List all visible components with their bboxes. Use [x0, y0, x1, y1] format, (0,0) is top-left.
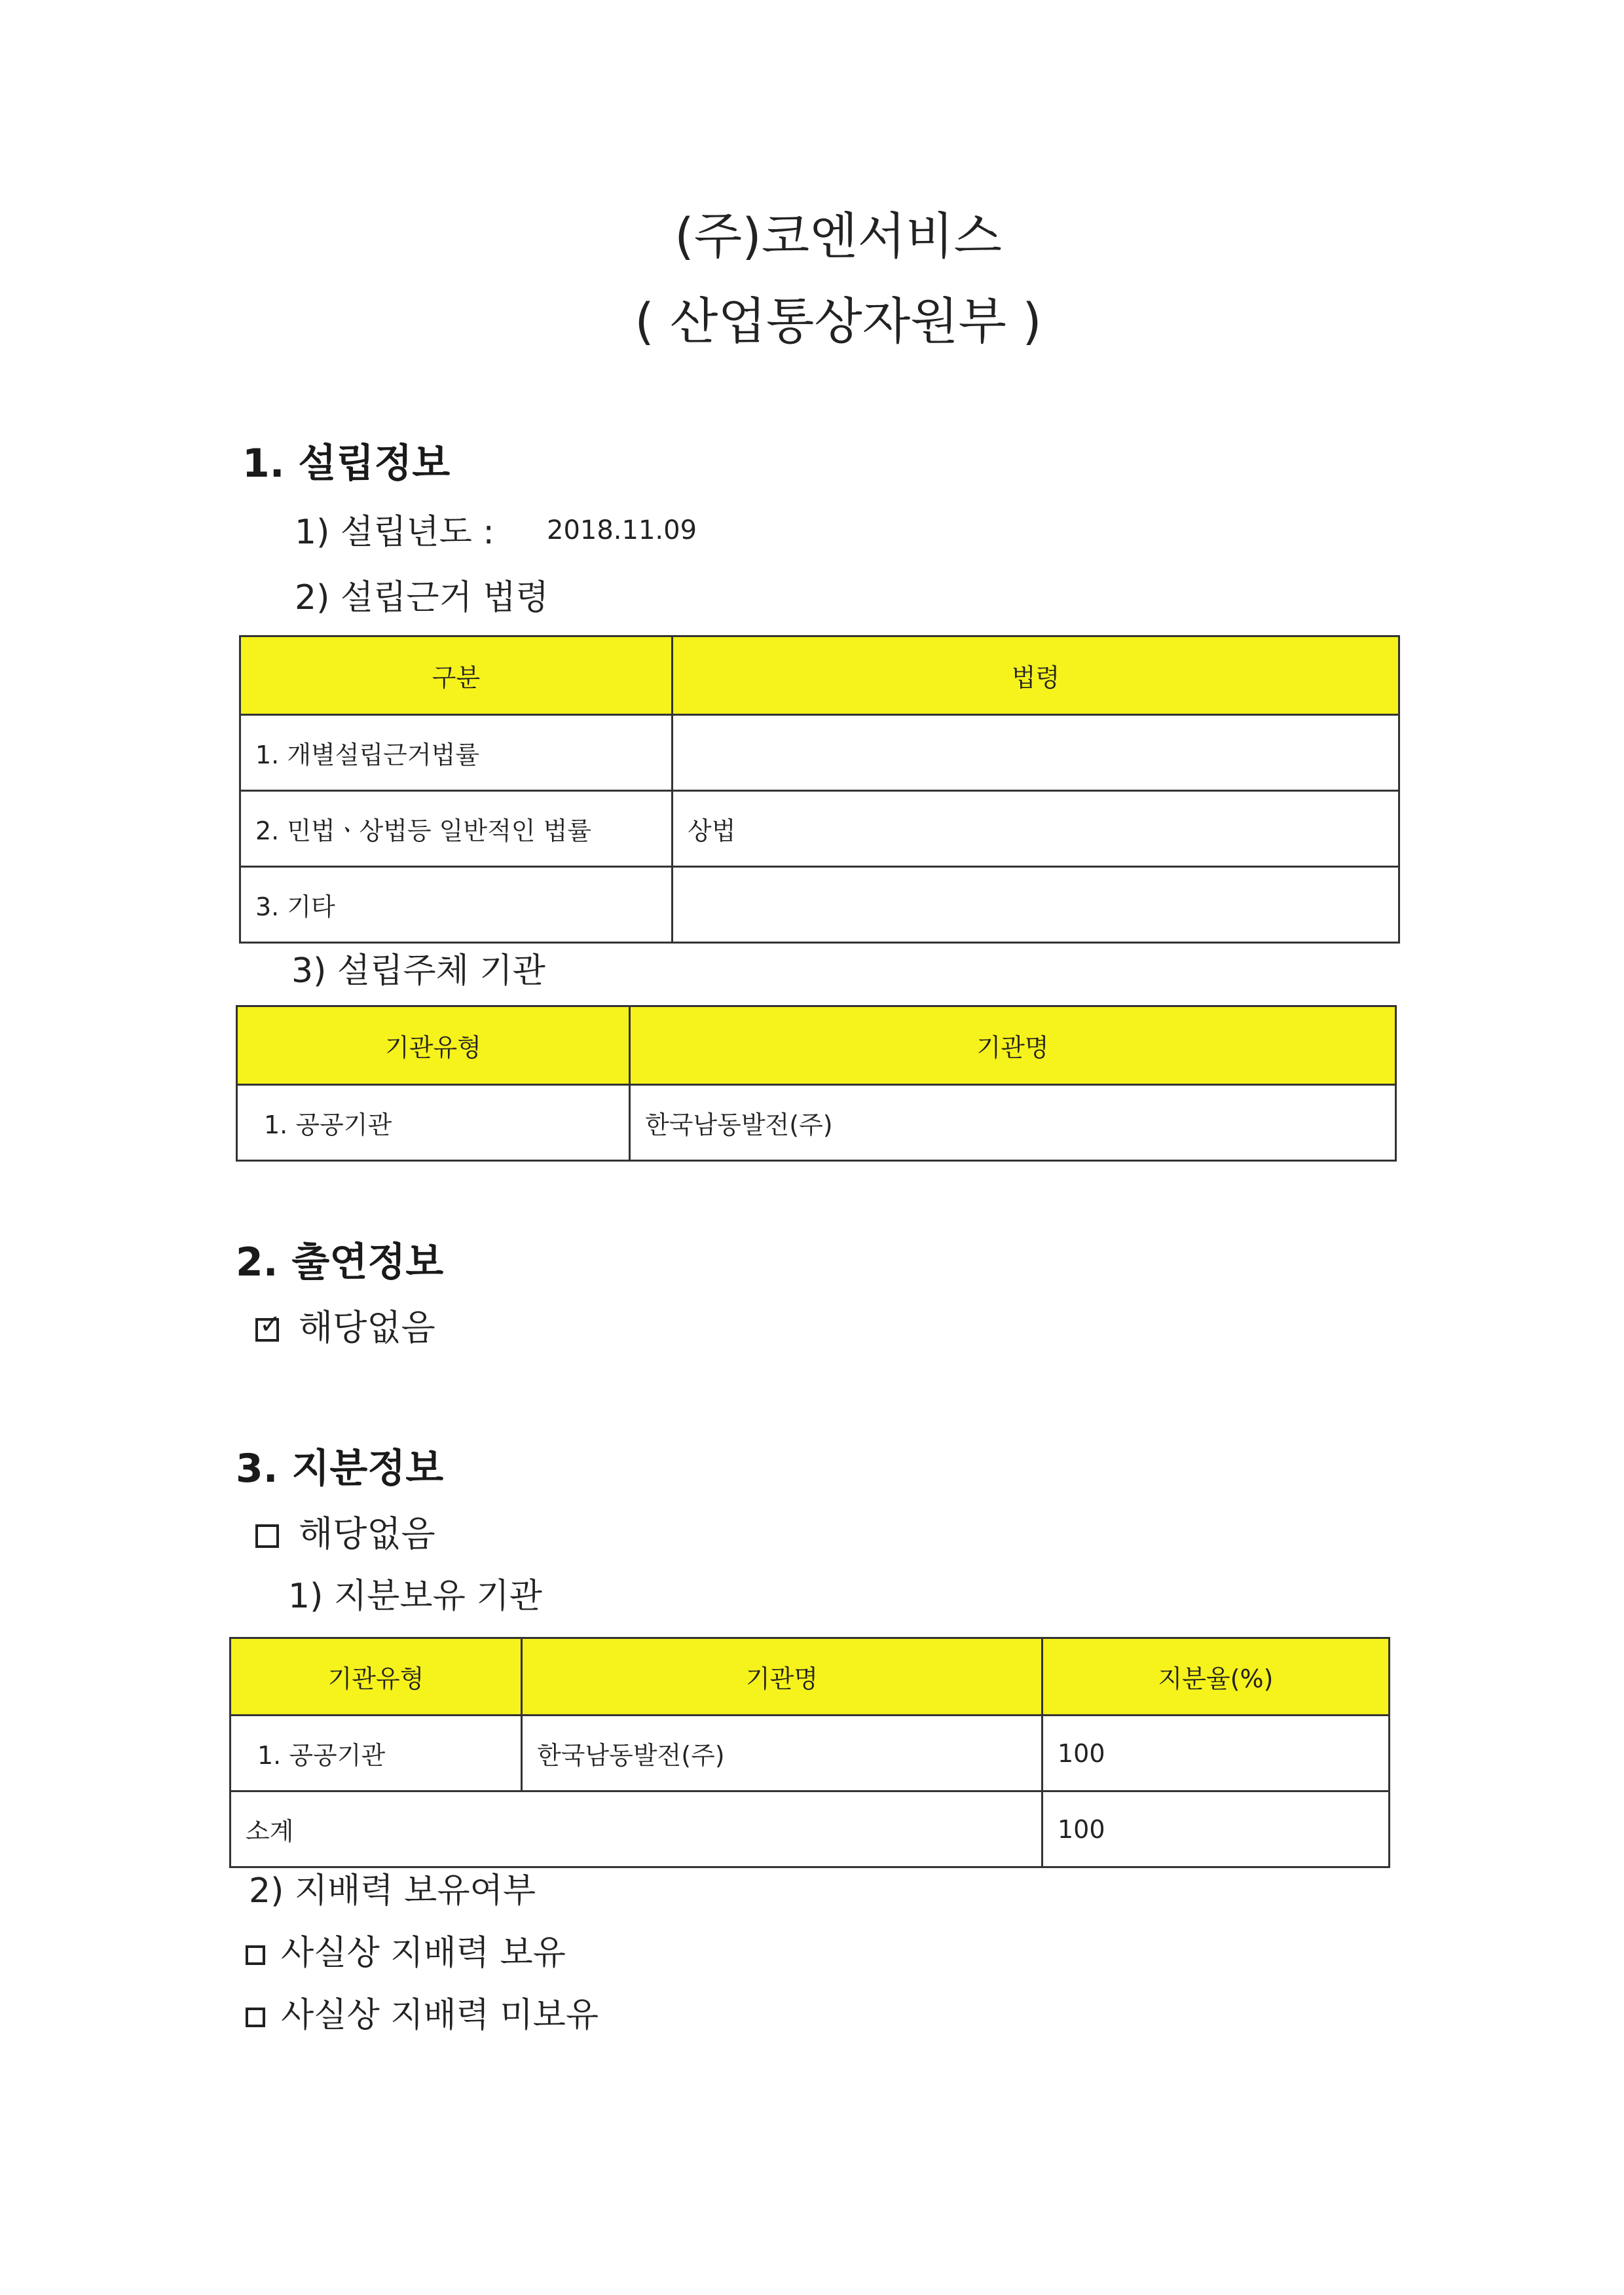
column-header: 기관유형 — [231, 1638, 522, 1716]
table-row — [231, 1716, 1390, 1791]
table-cell: 1. 개별설립근거법률 — [240, 715, 673, 791]
section1-heading: 1. 설립정보 — [242, 441, 451, 487]
table-row — [237, 1085, 1396, 1161]
contribution-option-label: 해당없음 — [299, 1307, 435, 1348]
table-cell: 상법 — [673, 791, 1399, 867]
control-option-label: 사실상 지배력 미보유 — [281, 1996, 599, 2035]
column-header: 구분 — [240, 636, 673, 715]
empty-checkbox-icon[interactable] — [246, 1945, 265, 1965]
holding-table — [229, 1637, 1390, 1868]
column-header: 기관유형 — [237, 1006, 630, 1085]
table-cell: 3. 기타 — [240, 867, 673, 943]
column-header: 지분율(%) — [1043, 1638, 1390, 1716]
column-header: 기관명 — [522, 1638, 1043, 1716]
table-cell: 100 — [1043, 1716, 1390, 1791]
founder-table — [236, 1005, 1397, 1162]
equity-option-label: 해당없음 — [299, 1513, 435, 1554]
subtotal-label: 소계 — [231, 1791, 1043, 1867]
founding-year-value: 2018.11.09 — [547, 515, 697, 545]
column-header: 기관명 — [630, 1006, 1396, 1085]
table-cell: 1. 공공기관 — [231, 1716, 522, 1791]
table-cell — [673, 715, 1399, 791]
subtotal-value: 100 — [1043, 1791, 1390, 1867]
holding-label: 1) 지분보유 기관 — [288, 1577, 542, 1616]
empty-checkbox-icon[interactable] — [246, 2008, 265, 2027]
subtotal-row — [231, 1791, 1390, 1867]
table-cell: 1. 공공기관 — [237, 1085, 630, 1161]
table-cell: 2. 민법ㆍ상법등 일반적인 법률 — [240, 791, 673, 867]
table-row — [240, 715, 1399, 791]
checked-checkbox-icon[interactable]: ✓ — [255, 1318, 279, 1342]
column-header: 법령 — [673, 636, 1399, 715]
section2-heading: 2. 출연정보 — [236, 1239, 444, 1285]
table-row — [240, 791, 1399, 867]
company-title: (주)코엔서비스 — [674, 207, 1002, 265]
ministry-subtitle: ( 산업통상자원부 ) — [635, 292, 1042, 350]
control-option[interactable] — [246, 1987, 599, 2036]
control-option-label: 사실상 지배력 보유 — [281, 1934, 566, 1973]
empty-checkbox-icon[interactable] — [255, 1524, 279, 1548]
legal-basis-label: 2) 설립근거 법령 — [295, 578, 549, 617]
table-cell — [673, 867, 1399, 943]
table-header-row — [240, 636, 1399, 715]
founder-label: 3) 설립주체 기관 — [291, 951, 545, 991]
table-row — [240, 867, 1399, 943]
equity-option[interactable] — [255, 1506, 435, 1556]
control-label: 2) 지배력 보유여부 — [249, 1871, 536, 1911]
section3-heading: 3. 지분정보 — [236, 1446, 444, 1492]
table-header-row — [237, 1006, 1396, 1085]
control-option[interactable] — [246, 1925, 566, 1974]
table-cell: 한국남동발전(주) — [522, 1716, 1043, 1791]
table-cell: 한국남동발전(주) — [630, 1085, 1396, 1161]
contribution-option[interactable] — [255, 1300, 435, 1350]
table-header-row — [231, 1638, 1390, 1716]
founding-year-label: 1) 설립년도 : — [295, 513, 494, 552]
legal-basis-table — [239, 635, 1400, 944]
